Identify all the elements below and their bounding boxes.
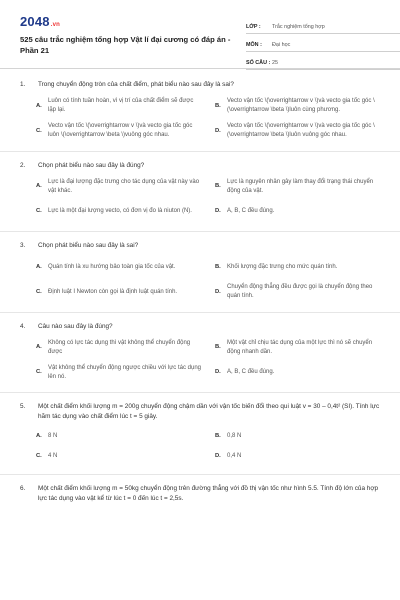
site-logo[interactable]: 2048.vn [20, 14, 61, 29]
option-letter: D. [215, 127, 221, 134]
answer-options [18, 177, 386, 227]
option-b[interactable] [215, 338, 386, 357]
option-text: 4 N [48, 452, 58, 459]
question-divider [0, 231, 400, 232]
meta-label: LỚP : [246, 24, 261, 30]
option-b[interactable] [215, 97, 386, 116]
answer-options [18, 258, 386, 308]
option-letter: B. [215, 102, 221, 109]
option-letter: B. [215, 432, 221, 439]
question-stem [18, 161, 386, 171]
option-d[interactable] [215, 283, 386, 302]
question-divider [0, 392, 400, 393]
option-d[interactable] [215, 122, 386, 141]
meta-value: 25 [272, 60, 278, 66]
question-6 [18, 484, 386, 503]
document-title: 525 câu trắc nghiệm tổng hợp Vật lí đại cương có đáp án - Phần 21 [20, 35, 231, 55]
option-c[interactable] [36, 363, 207, 382]
option-text: Lực là đại lượng đặc trưng cho tác dụng của vật này vào vật khác. [48, 178, 200, 194]
option-letter: B. [215, 344, 221, 350]
question-number: 5. [20, 403, 26, 410]
option-letter: D. [215, 208, 221, 214]
meta-table [246, 16, 400, 70]
option-text: A, B, C đều đúng. [227, 369, 275, 375]
option-text: 0,4 N [227, 452, 242, 459]
answer-options [18, 430, 386, 470]
question-2 [18, 161, 386, 233]
option-letter: C. [36, 288, 42, 295]
option-letter: D. [215, 452, 221, 459]
option-text: Không có lực tác dụng thì vật không thể chuyển động được [48, 339, 191, 355]
meta-value: Trắc nghiệm tổng hợp [272, 24, 325, 30]
question-4 [18, 322, 386, 394]
option-text: Vecto vận tốc \(\overrightarrow v \)và vecto gia tốc góc \(\overrightarrow \beta \)luôn cùng phương. [227, 98, 375, 113]
question-stem [18, 402, 386, 421]
question-divider [0, 151, 400, 152]
question-divider [0, 312, 400, 313]
option-a[interactable] [36, 430, 207, 442]
option-letter: A. [36, 102, 42, 109]
option-text: Chuyển động thẳng đều được gọi là chuyển động theo quán tính. [227, 284, 373, 299]
option-letter: A. [36, 344, 42, 350]
option-c[interactable] [36, 122, 207, 141]
question-3 [18, 241, 386, 313]
option-letter: C. [36, 369, 42, 375]
question-divider [0, 474, 400, 475]
option-letter: B. [215, 183, 221, 189]
option-a[interactable] [36, 258, 207, 277]
question-stem [18, 241, 386, 251]
question-text: Chọn phát biểu nào sau đây là sai? [38, 242, 139, 249]
meta-value: Đại học [272, 42, 291, 48]
option-text: Quán tính là xu hướng bảo toàn gia tốc của vật. [48, 263, 176, 270]
question-text: Câu nào sau đây là đúng? [38, 322, 113, 330]
option-letter: D. [215, 288, 221, 295]
option-d[interactable] [215, 450, 386, 462]
option-text: Vật không thể chuyển động ngược chiều với lực tác dụng lên nó. [48, 364, 201, 380]
document-header [18, 14, 382, 74]
option-text: Luôn có tính tuần hoàn, vì vị trí của chất điểm sẽ được lặp lại. [48, 98, 194, 113]
question-text: Trong chuyển động tròn của chất điểm, phát biểu nào sau đây là sai? [38, 81, 234, 88]
option-text: Khối lượng đặc trưng cho mức quán tính. [227, 263, 338, 270]
option-text: 0,8 N [227, 432, 242, 439]
option-letter: C. [36, 208, 42, 214]
question-number: 3. [20, 242, 26, 249]
option-c[interactable] [36, 450, 207, 462]
question-stem [18, 80, 386, 90]
option-c[interactable] [36, 202, 207, 221]
meta-row-subject [246, 34, 400, 52]
option-letter: A. [36, 263, 42, 270]
meta-label: SỐ CÂU : [246, 60, 271, 66]
question-text: Chọn phát biểu nào sau đây là đúng? [38, 161, 145, 169]
option-text: Định luật I Newton còn gọi là định luật quán tính. [48, 288, 178, 295]
answer-options [18, 97, 386, 147]
option-b[interactable] [215, 430, 386, 442]
option-letter: A. [36, 432, 42, 439]
header-divider [0, 68, 400, 69]
question-text: Một chất điểm khối lượng m = 50kg chuyển động trên đường thẳng với đồ thị vận tốc như hình 5.5. Tính độ lớn của hợp lực tác dụng vào vật kể từ lúc t = 0 đến lúc t = 2,5s. [38, 485, 379, 502]
option-a[interactable] [36, 177, 207, 196]
question-number: 2. [20, 161, 26, 169]
option-letter: B. [215, 263, 221, 270]
option-d[interactable] [215, 202, 386, 221]
option-text: Một vật chỉ chịu tác dụng của một lực thì nó sẽ chuyển động nhanh dần. [227, 339, 373, 355]
meta-row-class [246, 16, 400, 34]
option-a[interactable] [36, 97, 207, 116]
meta-label: MÔN : [246, 42, 262, 48]
option-text: Lực là một đại lượng vecto, có đơn vị đo là niuton (N). [48, 208, 192, 214]
option-b[interactable] [215, 177, 386, 196]
question-stem [18, 322, 386, 332]
option-d[interactable] [215, 363, 386, 382]
answer-options [18, 338, 386, 388]
option-letter: A. [36, 183, 42, 189]
option-text: 8 N [48, 432, 58, 439]
question-1 [18, 80, 386, 152]
question-text: Một chất điểm khối lượng m = 200g chuyển động chậm dần với vận tốc biến đổi theo qui luật v = 30 – 0,4t² (SI). Tính lực hãm tác dụng vào chất điểm lúc t = 5 giây. [38, 403, 380, 420]
option-c[interactable] [36, 283, 207, 302]
option-text: Lực là nguyên nhân gây làm thay đổi trạng thái chuyển động của vật. [227, 178, 374, 194]
question-number: 4. [20, 322, 26, 330]
question-list [18, 80, 386, 503]
question-number: 1. [20, 81, 26, 88]
option-text: A, B, C đều đúng. [227, 208, 275, 214]
option-letter: C. [36, 452, 42, 459]
option-text: Vecto vận tốc \(\overrightarrow v \)và vecto gia tốc góc \(\overrightarrow \beta \)luôn vuông góc nhau. [227, 123, 375, 138]
question-5 [18, 402, 386, 475]
option-a[interactable] [36, 338, 207, 357]
option-b[interactable] [215, 258, 386, 277]
question-number: 6. [20, 485, 26, 492]
option-letter: D. [215, 369, 221, 375]
question-stem [18, 484, 386, 503]
option-letter: C. [36, 127, 42, 134]
option-text: Vecto vận tốc \(\overrightarrow v \)và vecto gia tốc góc luôn \(\overrightarrow \beta \)vuông góc nhau. [48, 123, 193, 138]
